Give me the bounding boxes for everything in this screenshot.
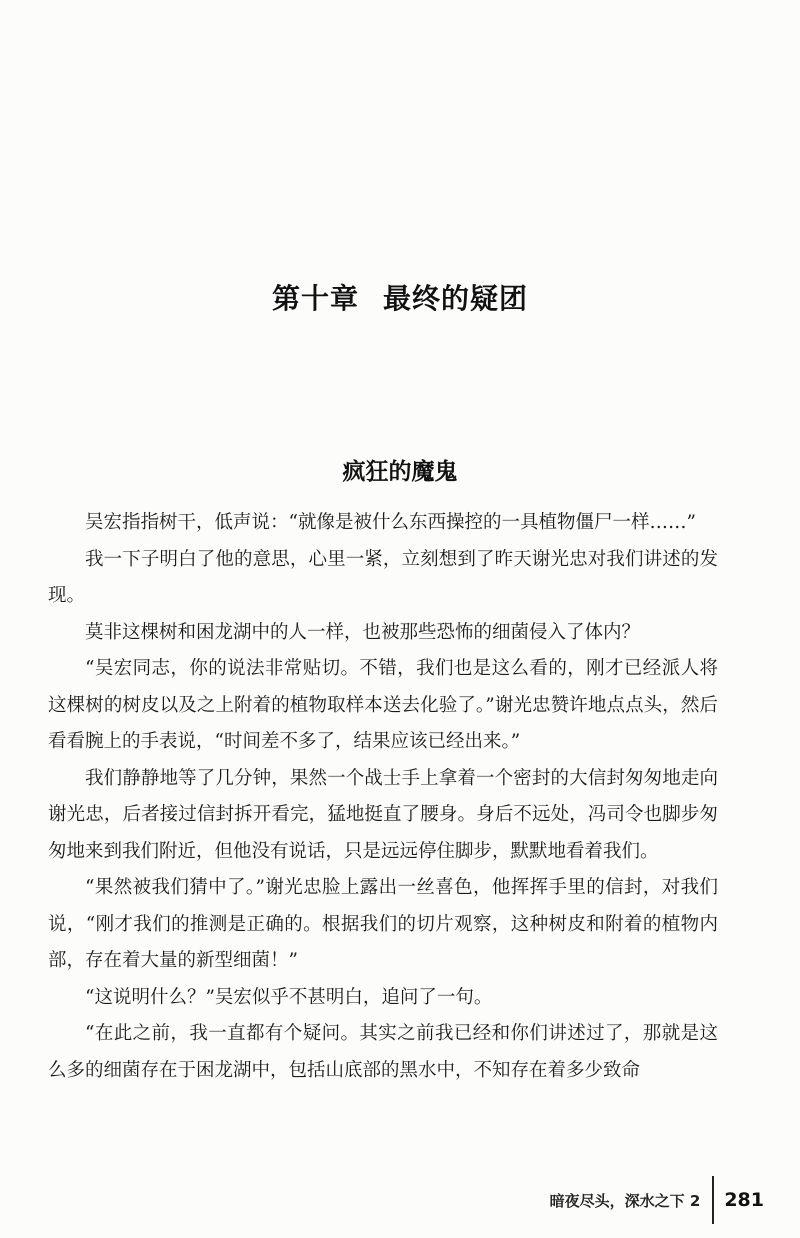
paragraph: 吴宏指指树干，低声说：“就像是被什么东西操控的一具植物僵尸一样……” xyxy=(85,512,696,533)
page-footer xyxy=(550,1176,764,1224)
chapter-number: 第十章 xyxy=(271,281,359,315)
paragraph: “这说明什么？”吴宏似乎不甚明白，追问了一句。 xyxy=(85,986,493,1008)
paragraph: “在此之前，我一直都有个疑问。其实之前我已经和你们讲述过了，那就是这么多的细菌存在于困龙湖中，包括山底部的黑水中，不知存在着多少致命 xyxy=(48,1023,718,1081)
paragraph: “果然被我们猜中了。”谢光忠脸上露出一丝喜色，他挥挥手里的信封，对我们说，“刚才我们的推测是正确的。根据我们的切片观察，这种树皮和附着的植物内部，存在着大量的新型细菌！” xyxy=(48,877,718,971)
paragraph: 我们静静地等了几分钟，果然一个战士手上拿着一个密封的大信封匆匆地走向谢光忠，后者接过信封拆开看完，猛地挺直了腰身。身后不远处，冯司令也脚步匆匆地来到我们附近，但他没有说话，只是远远停住脚步，默默地看着我们。 xyxy=(48,767,718,862)
body-text xyxy=(48,505,718,1089)
chapter-title: 最终的疑团 xyxy=(383,281,529,315)
page-number: 281 xyxy=(724,1189,764,1211)
chapter-heading xyxy=(0,277,800,317)
footer-divider xyxy=(712,1176,714,1224)
paragraph: “吴宏同志，你的说法非常贴切。不错，我们也是这么看的，刚才已经派人将这棵树的树皮以及之上附着的植物取样本送去化验了。”谢光忠赞许地点点头，然后看看腕上的手表说，“时间差不多了，结果应该已经出来。” xyxy=(48,658,718,752)
footer-book-title: 暗夜尽头，深水之下 2 xyxy=(549,1191,701,1210)
section-title: 疯狂的魔鬼 xyxy=(342,459,458,486)
paragraph: 我一下子明白了他的意思，心里一紧，立刻想到了昨天谢光忠对我们讲述的发现。 xyxy=(48,548,718,606)
paragraph: 莫非这棵树和困龙湖中的人一样，也被那些恐怖的细菌侵入了体内？ xyxy=(85,621,641,643)
